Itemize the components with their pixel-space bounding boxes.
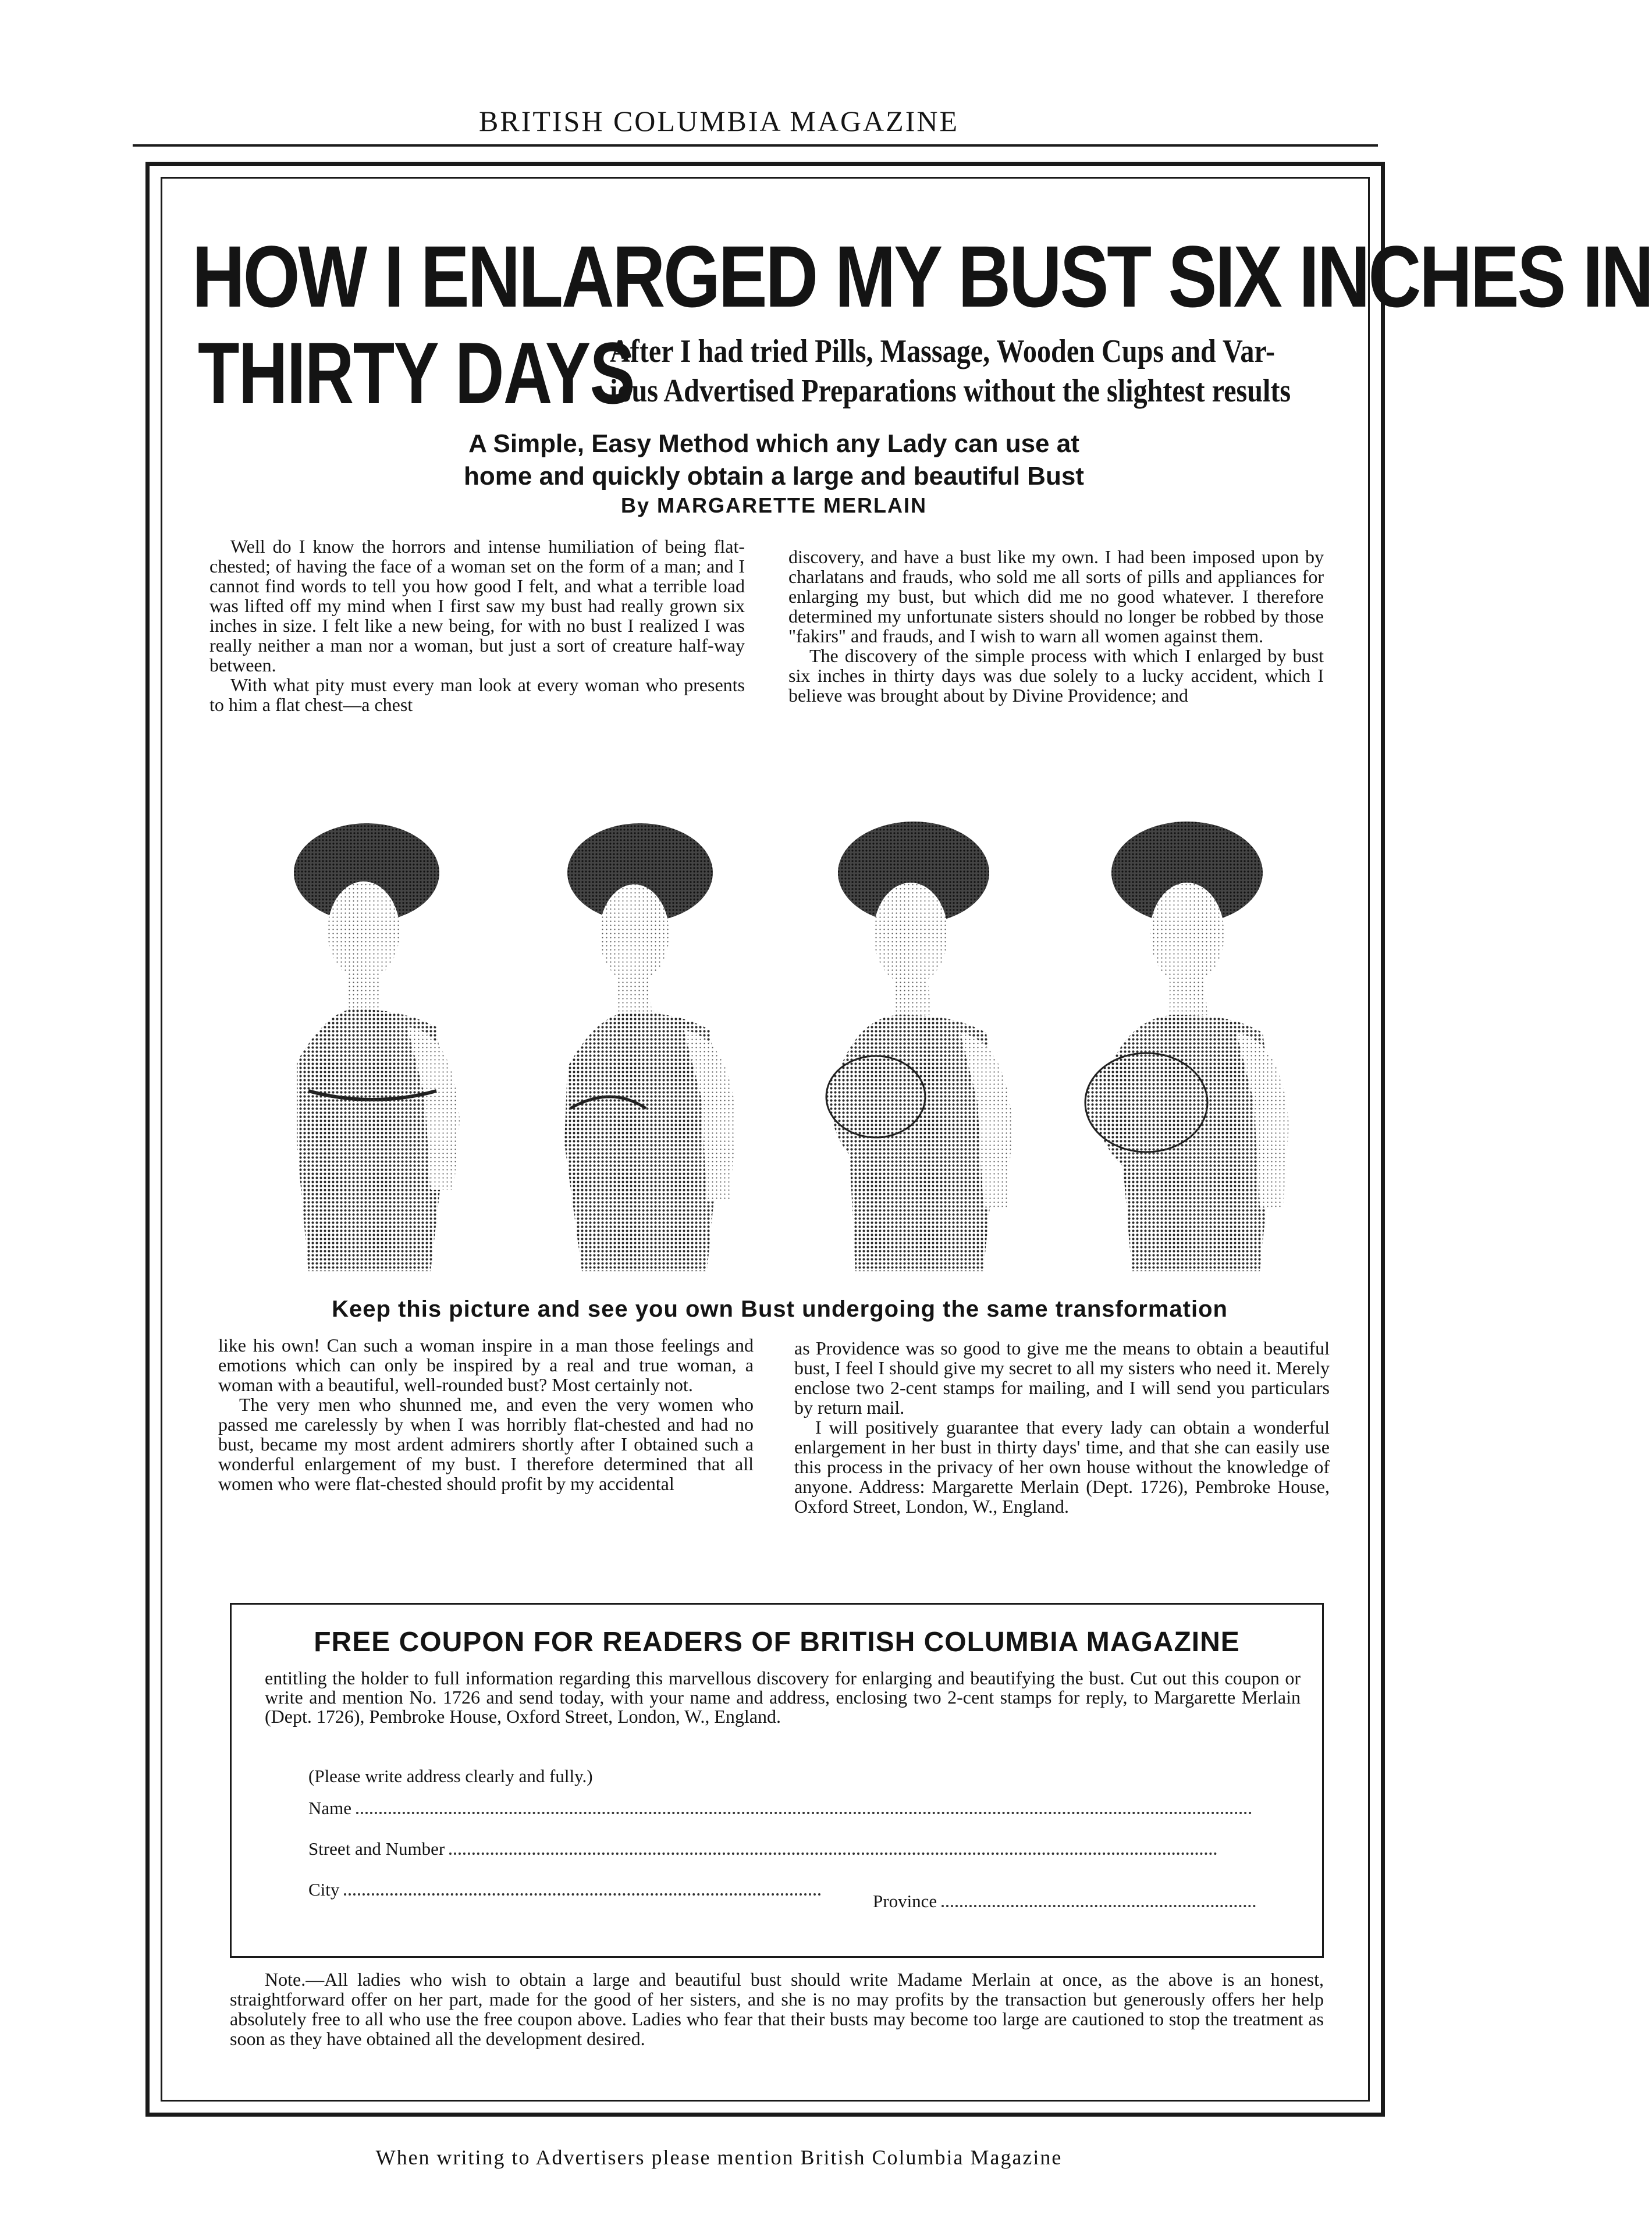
figure-stage-2 [564, 823, 736, 1271]
subhead-line-1: A Simple, Easy Method which any Lady can use at [468, 429, 1079, 458]
page-footer: When writing to Advertisers please mention British Columbia Magazine [375, 2146, 1063, 2169]
figure-stage-1 [294, 823, 460, 1271]
header-rule [133, 144, 1378, 147]
paragraph: like his own! Can such a woman inspire in a man those feelings and emotions which can only be inspired by a real and true woman, a woman with a beautiful, well-rounded bust? Most certainly not. [218, 1335, 754, 1395]
coupon-body [265, 1669, 1301, 1726]
ad-headline: HOW I ENLARGED MY BUST SIX INCHES IN [192, 227, 1652, 325]
article-column-bottom-left [218, 1335, 754, 1494]
paragraph: With what pity must every man look at every woman who presents to him a flat chest—a chest [209, 674, 745, 715]
figure-stage-3 [826, 822, 1012, 1271]
byline: By MARGARETTE MERLAIN [621, 493, 927, 517]
coupon-instruction: (Please write address clearly and fully.) [308, 1766, 593, 1786]
paragraph: I will positively guarantee that every lady can obtain a wonderful enlargement in her bust in thirty days' time, and that she can easily use this process in the privacy of her own house without the knowledge of anyone. Address: Margarette Merlain (Dept. 1726), Pembroke House, Oxford Street, London, W., England. [794, 1417, 1330, 1517]
illustration-svg [256, 817, 1327, 1295]
subhead-line-2: home and quickly obtain a large and beautiful Bust [464, 462, 1084, 490]
street-label: Street and Number [308, 1839, 445, 1859]
article-column-top-right [788, 547, 1324, 705]
figure-stage-4 [1085, 822, 1289, 1271]
paragraph: discovery, and have a bust like my own. I had been imposed upon by charlatans and frauds, who sold me all sorts of pills and appliances for enlarging my bust, but which did me no good whatever. I therefore determined my unfortunate sisters should no longer be robbed by those "fakirs" and frauds, and I wish to warn all women against them. [788, 546, 1324, 646]
illustration-caption: Keep this picture and see you own Bust undergoing the same transformation [332, 1296, 1228, 1322]
ad-headline-continued: THIRTY DAYS [198, 324, 635, 422]
coupon-text: entitling the holder to full information regarding this marvellous discovery for enlarging and beautifying the bust. Cut out this coupon or write and mention No. 1726 and send today, with your name and address, enclosing two 2-cent stamps for reply, to Margarette Merlain (Dept. 1726), Pembroke House, Oxford Street, London, W., England. [265, 1667, 1301, 1727]
name-label: Name [308, 1798, 352, 1818]
coupon-title: FREE COUPON FOR READERS OF BRITISH COLUMBIA MAGAZINE [314, 1627, 1240, 1658]
city-field[interactable] [308, 1879, 821, 1900]
street-line[interactable] [449, 1839, 1217, 1855]
running-head: BRITISH COLUMBIA MAGAZINE [479, 105, 959, 137]
article-column-bottom-right [794, 1338, 1330, 1516]
paragraph: The very men who shunned me, and even the very women who passed me carelessly by when I was horribly flat-chested and had no bust, became my most ardent admirers shortly after I obtained such a wonderful enlargement of my bust. I therefore determined that all women who were flat-chested should profit by my accidental [218, 1394, 754, 1494]
province-label: Province [873, 1891, 937, 1911]
city-label: City [308, 1879, 340, 1900]
ad-sidehead [610, 332, 1291, 411]
sidehead-line-2: ious Advertised Preparations without the slightest results [610, 373, 1291, 409]
city-line[interactable] [344, 1879, 821, 1896]
paragraph: as Providence was so good to give me the means to obtain a beautiful bust, I feel I should give my secret to all my sisters who need it. Merely enclose two 2-cent stamps for mailing, and I will send you particulars by return mail. [794, 1338, 1330, 1418]
paragraph: The discovery of the simple process with which I enlarged by bust six inches in thirty days was due solely to a lucky accident, which I believe was brought about by Divine Providence; and [788, 645, 1324, 706]
transformation-illustration [256, 817, 1327, 1295]
name-field[interactable] [308, 1798, 1252, 1819]
sidehead-line-1: After I had tried Pills, Massage, Wooden Cups and Var- [610, 333, 1276, 369]
note-paragraph [230, 1969, 1324, 2049]
ad-subhead [233, 428, 1315, 493]
paragraph: Well do I know the horrors and intense humiliation of being flat-chested; of having the face of a woman set on the form of a man; and I cannot find words to tell you how good I felt, and what a terrible load was lifted off my mind when I first saw my bust had really grown six inches in size. I felt like a new being, for with no bust I realized I was really neither a man nor a woman, but just a sort of creature half-way between. [209, 536, 745, 675]
street-field[interactable] [308, 1839, 1217, 1859]
note-text: Note.—All ladies who wish to obtain a large and beautiful bust should write Madame Merlain at once, as the above is an honest, straightforward offer on her part, made for the good of her sisters, and she is no may profits by the transaction but generously offers her help absolutely free to all who use the free coupon above. Ladies who fear that their busts may become too large are cautioned to stop the treatment as soon as they have obtained all the development desired. [230, 1969, 1324, 2049]
province-line[interactable] [942, 1891, 1256, 1907]
article-column-top-left [209, 536, 745, 714]
province-field[interactable] [873, 1891, 1256, 1912]
name-line[interactable] [356, 1798, 1252, 1814]
